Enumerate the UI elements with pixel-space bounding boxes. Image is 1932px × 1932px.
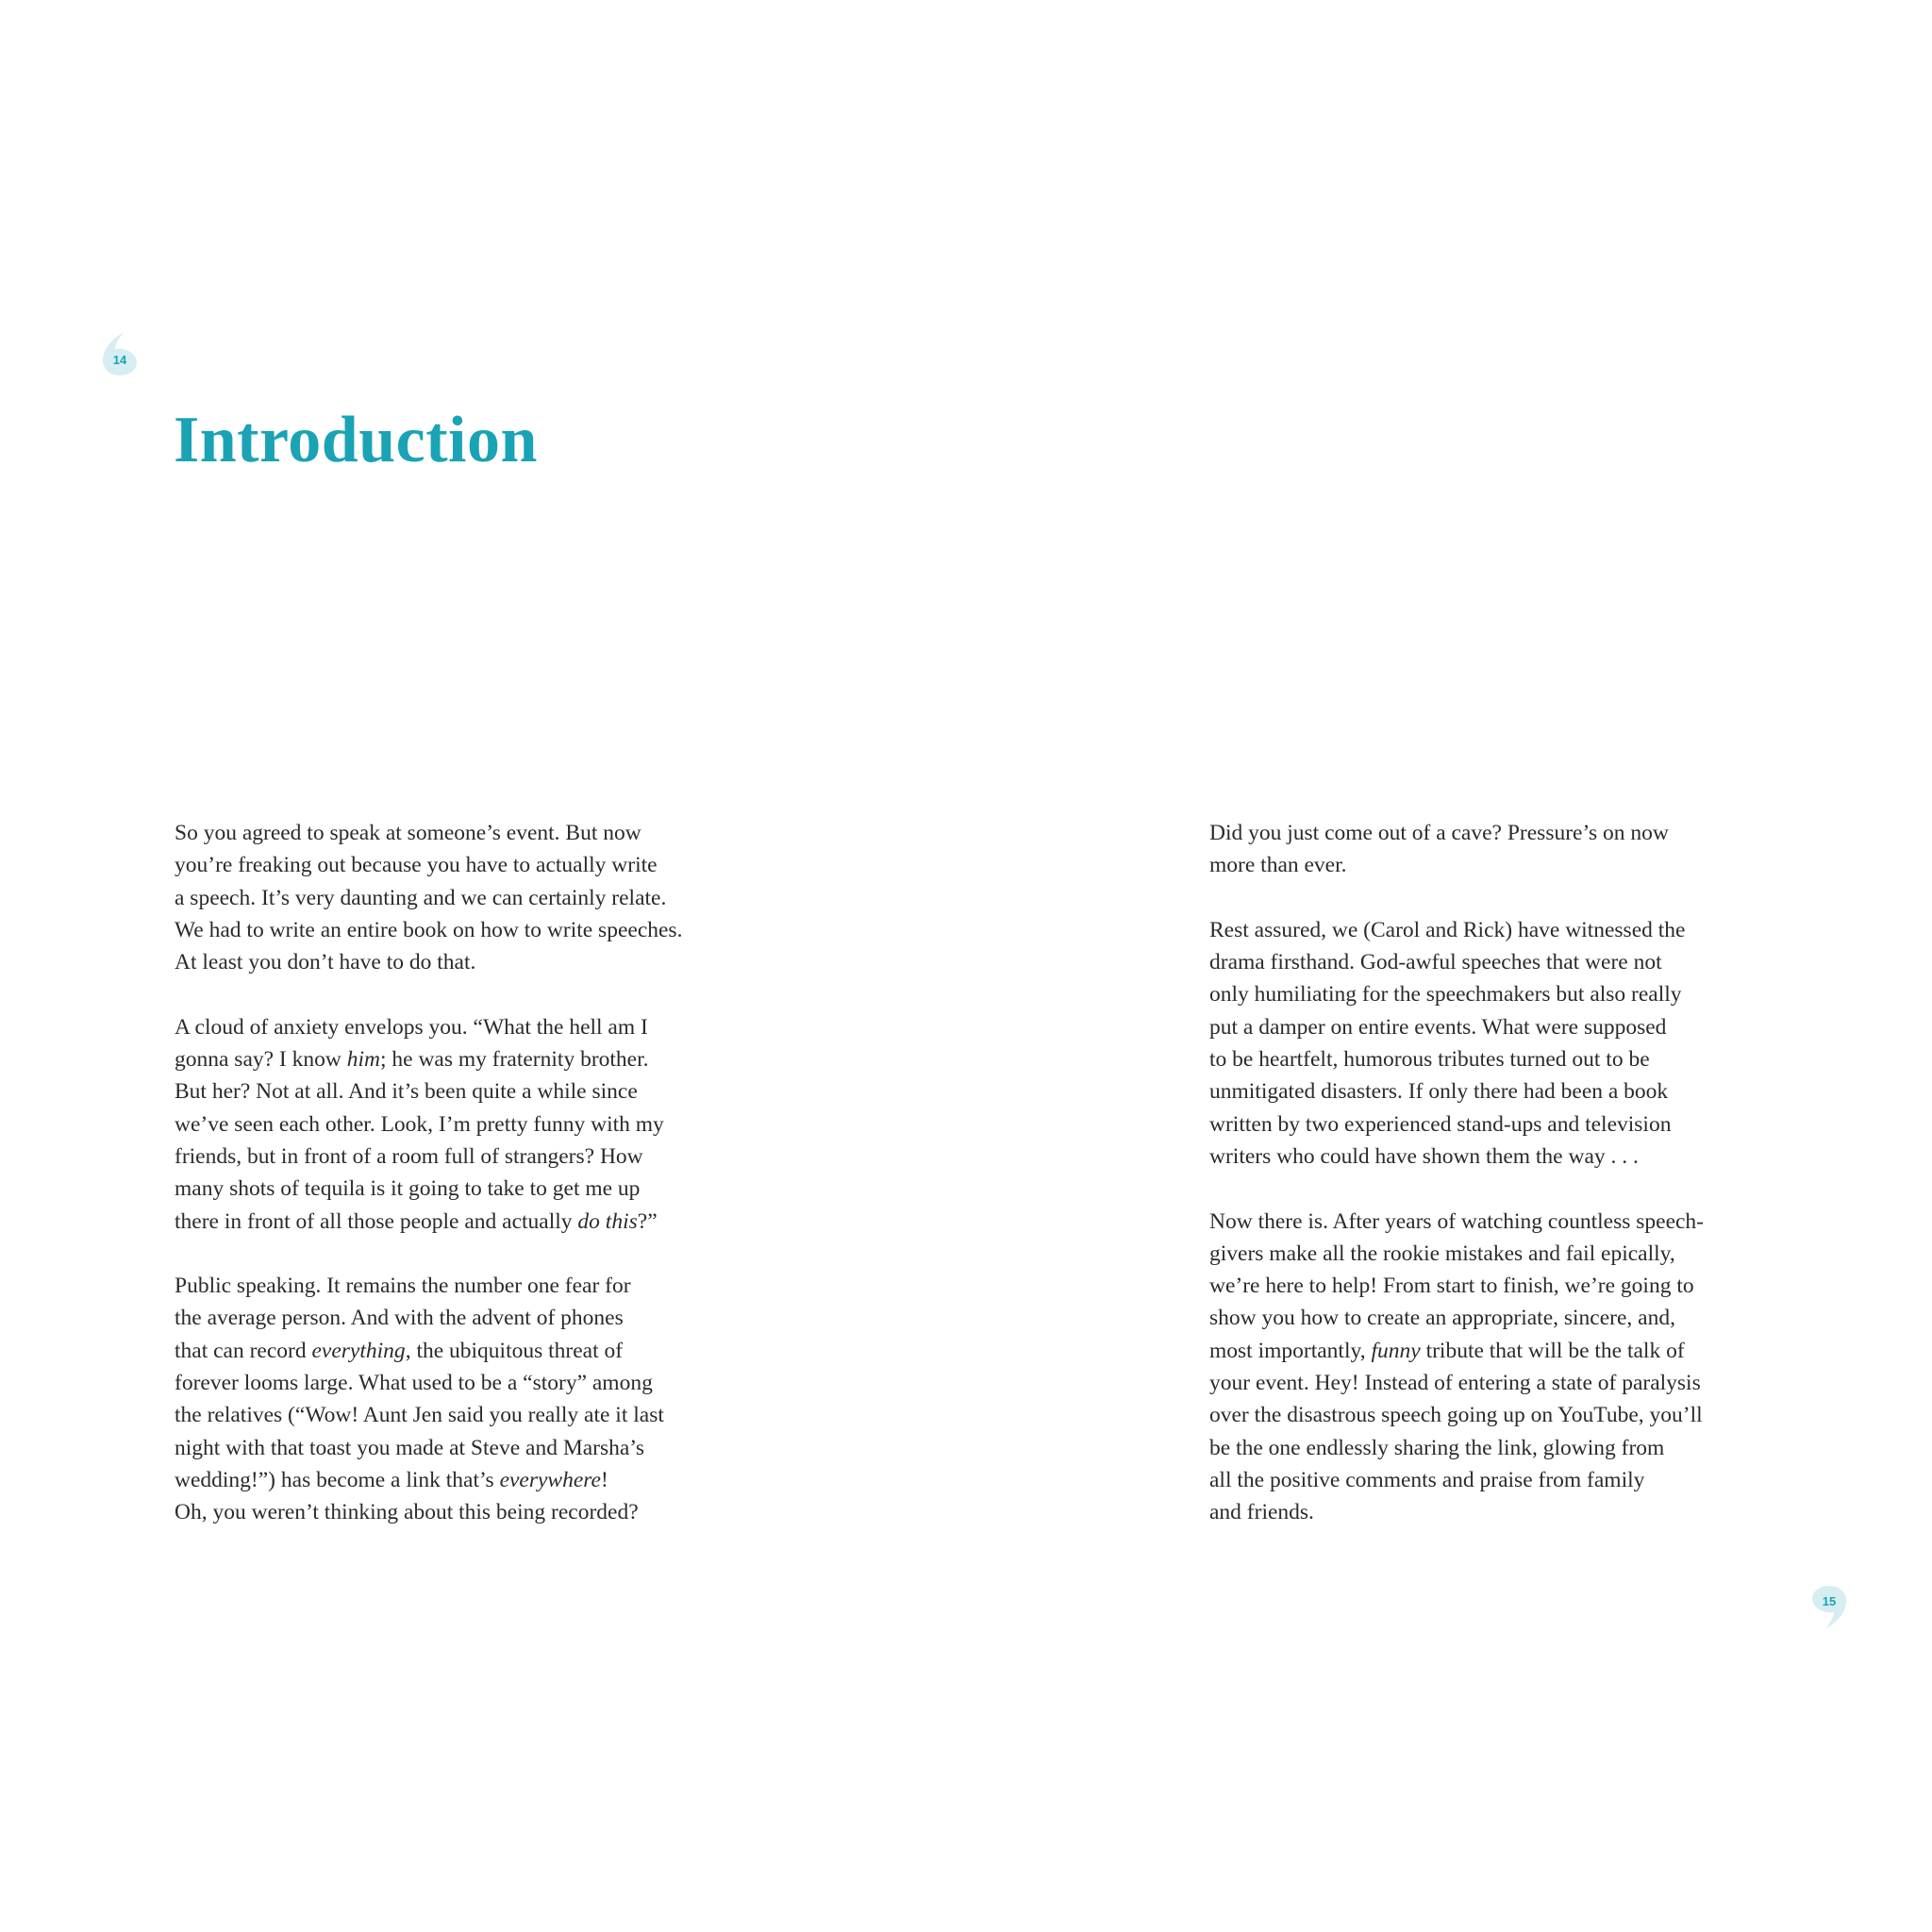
page-number: 14 bbox=[112, 353, 127, 367]
emphasis: everywhere bbox=[499, 1467, 601, 1492]
text-line bbox=[175, 1206, 759, 1238]
text-line: At least you don’t have to do that. bbox=[175, 950, 476, 975]
text-line: forever looms large. What used to be a “story” among bbox=[175, 1371, 653, 1396]
text-line: Public speaking. It remains the number one fear for bbox=[175, 1274, 631, 1299]
text-run: most importantly, bbox=[1209, 1338, 1372, 1363]
text-line: more than ever. bbox=[1209, 853, 1347, 878]
text-run: ; he was my fraternity brother. bbox=[379, 1047, 649, 1073]
text-line: unmitigated disasters. If only there had been a book bbox=[1209, 1079, 1669, 1105]
text-line: we’ve seen each other. Look, I’m pretty funny with my bbox=[175, 1111, 664, 1137]
emphasis: him bbox=[346, 1047, 380, 1073]
text-run: ?” bbox=[637, 1208, 658, 1234]
text-line: all the positive comments and praise from family bbox=[1209, 1467, 1645, 1492]
right-column bbox=[1209, 817, 1794, 1561]
paragraph bbox=[1209, 914, 1794, 1173]
text-line: friends, but in front of a room full of strangers? How bbox=[175, 1143, 643, 1169]
text-run: that can record bbox=[175, 1338, 312, 1363]
page-number: 15 bbox=[1822, 1594, 1837, 1608]
text-line: Rest assured, we (Carol and Rick) have witnessed the bbox=[1209, 917, 1686, 942]
text-line: be the one endlessly sharing the link, glowing from bbox=[1209, 1435, 1665, 1460]
emphasis: do this bbox=[577, 1208, 638, 1234]
text-run: , the ubiquitous threat of bbox=[405, 1338, 624, 1363]
text-line: night with that toast you made at Steve and Marsha’s bbox=[175, 1435, 644, 1460]
text-line: Did you just come out of a cave? Pressure’s on now bbox=[1209, 821, 1669, 845]
text-line: to be heartfelt, humorous tributes turned out to be bbox=[1209, 1047, 1650, 1073]
text-line bbox=[175, 1335, 759, 1367]
text-line: Oh, you weren’t thinking about this being recorded? bbox=[175, 1500, 639, 1525]
text-line: your event. Hey! Instead of entering a state of paralysis bbox=[1209, 1371, 1701, 1396]
text-line: a speech. It’s very daunting and we can certainly relate. bbox=[175, 885, 667, 910]
text-run: wedding!”) has become a link that’s bbox=[175, 1467, 500, 1492]
text-line: many shots of tequila is it going to take to get me up bbox=[175, 1176, 641, 1202]
text-line: We had to write an entire book on how to write speeches. bbox=[175, 917, 683, 942]
paragraph bbox=[175, 817, 759, 978]
emphasis: funny bbox=[1371, 1338, 1421, 1363]
paragraph bbox=[175, 1270, 759, 1528]
text-line bbox=[175, 1464, 759, 1496]
page-number-marker-left bbox=[101, 328, 139, 377]
comma-mark-icon bbox=[1810, 1584, 1848, 1633]
paragraph bbox=[1209, 1206, 1794, 1529]
text-run: tribute that will be the talk of bbox=[1420, 1338, 1685, 1363]
text-line: A cloud of anxiety envelops you. “What the hell am I bbox=[175, 1014, 648, 1040]
text-line: put a damper on entire events. What were supposed bbox=[1209, 1014, 1667, 1040]
text-line: only humiliating for the speechmakers but also really bbox=[1209, 982, 1682, 1008]
text-run: gonna say? I know bbox=[175, 1047, 347, 1073]
text-line: Now there is. After years of watching countless speech- bbox=[1209, 1208, 1705, 1234]
text-line: written by two experienced stand-ups and television bbox=[1209, 1111, 1672, 1137]
text-line: over the disastrous speech going up on YouTube, you’ll bbox=[1209, 1403, 1703, 1428]
text-run: there in front of all those people and actually bbox=[175, 1208, 578, 1234]
paragraph bbox=[175, 1011, 759, 1238]
text-line: But her? Not at all. And it’s been quite a while since bbox=[175, 1079, 638, 1105]
page-number-marker-right bbox=[1810, 1584, 1848, 1633]
text-line bbox=[1209, 1335, 1794, 1367]
chapter-title: Introduction bbox=[174, 404, 538, 476]
text-line: givers make all the rookie mistakes and fail epically, bbox=[1209, 1241, 1675, 1266]
text-line bbox=[175, 1043, 759, 1075]
text-line: the relatives (“Wow! Aunt Jen said you really ate it last bbox=[175, 1403, 664, 1428]
text-line: drama firsthand. God-awful speeches that were not bbox=[1209, 950, 1662, 975]
left-column bbox=[175, 817, 759, 1561]
text-run: ! bbox=[601, 1467, 608, 1492]
emphasis: everything bbox=[311, 1338, 406, 1363]
text-line: show you how to create an appropriate, sincere, and, bbox=[1209, 1306, 1675, 1331]
text-line: the average person. And with the advent of phones bbox=[175, 1306, 624, 1331]
paragraph bbox=[1209, 817, 1794, 882]
text-line: and friends. bbox=[1209, 1500, 1314, 1525]
text-line: So you agreed to speak at someone’s event. But now bbox=[175, 821, 641, 845]
text-line: you’re freaking out because you have to actually write bbox=[175, 853, 658, 878]
text-line: writers who could have shown them the way . . . bbox=[1209, 1143, 1639, 1169]
text-line: we’re here to help! From start to finish, we’re going to bbox=[1209, 1274, 1694, 1299]
